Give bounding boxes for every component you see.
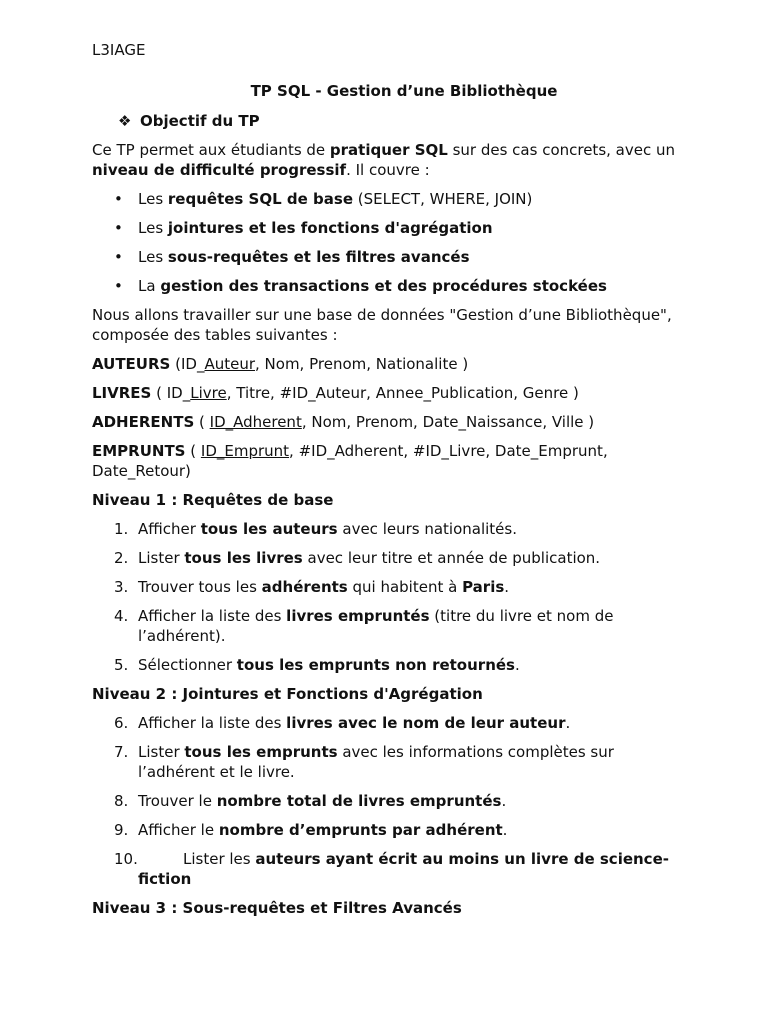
list-item: 5. Sélectionner tous les emprunts non retournés. (114, 656, 520, 674)
objective-label: Objectif du TP (140, 112, 260, 130)
bullet-icon: • (114, 190, 123, 208)
table-livres: LIVRES ( ID_Livre, Titre, #ID_Auteur, Annee_Publication, Genre ) (92, 384, 579, 402)
level3-title: Niveau 3 : Sous-requêtes et Filtres Avancés (92, 899, 462, 917)
list-item: 7. Lister tous les emprunts avec les informations complètes sur l’adhérent et le livre. (114, 743, 614, 781)
list-item: 1. Afficher tous les auteurs avec leurs nationalités. (114, 520, 517, 538)
table-emprunts: EMPRUNTS ( ID_Emprunt, #ID_Adherent, #ID_Livre, Date_Emprunt, Date_Retour) (92, 442, 608, 480)
bullet-icon: • (114, 219, 123, 237)
objective-heading (118, 111, 676, 131)
list-item: 6. Afficher la liste des livres avec le nom de leur auteur. (114, 714, 571, 732)
list-item: • Les sous-requêtes et les filtres avancés (114, 248, 470, 266)
level2-list (92, 713, 676, 889)
list-item: 3. Trouver tous les adhérents qui habitent à Paris. (114, 578, 510, 596)
level1-title: Niveau 1 : Requêtes de base (92, 491, 334, 509)
table-auteurs: AUTEURS (ID_Auteur, Nom, Prenom, Nationalite ) (92, 355, 469, 373)
list-item: • La gestion des transactions et des procédures stockées (114, 277, 607, 295)
level2-title: Niveau 2 : Jointures et Fonctions d'Agrégation (92, 685, 483, 703)
database-intro: Nous allons travailler sur une base de données "Gestion d’une Bibliothèque", composée des tables suivantes : (92, 306, 672, 344)
header-label: L3IAGE (92, 41, 146, 59)
list-item: • Les jointures et les fonctions d'agrégation (114, 219, 493, 237)
bullet-icon: • (114, 277, 123, 295)
intro-paragraph: Ce TP permet aux étudiants de pratiquer SQL sur des cas concrets, avec un niveau de difficulté progressif. Il couvre : (92, 141, 675, 179)
list-item: 8. Trouver le nombre total de livres empruntés. (114, 792, 507, 810)
document-title: TP SQL - Gestion d’une Bibliothèque (250, 82, 558, 100)
table-adherents: ADHERENTS ( ID_Adherent, Nom, Prenom, Date_Naissance, Ville ) (92, 413, 595, 431)
list-item: 4. Afficher la liste des livres empruntés (titre du livre et nom de l’adhérent). (114, 607, 614, 645)
list-item: • Les requêtes SQL de base (SELECT, WHERE, JOIN) (114, 190, 533, 208)
list-item: 10. Lister les auteurs ayant écrit au moins un livre de science-fiction (114, 850, 669, 888)
level1-list (92, 519, 676, 675)
diamond-bullet-icon: ❖ (118, 112, 132, 130)
covers-list (92, 189, 676, 296)
list-item: 2. Lister tous les livres avec leur titre et année de publication. (114, 549, 601, 567)
list-item: 9. Afficher le nombre d’emprunts par adhérent. (114, 821, 508, 839)
bullet-icon: • (114, 248, 123, 266)
